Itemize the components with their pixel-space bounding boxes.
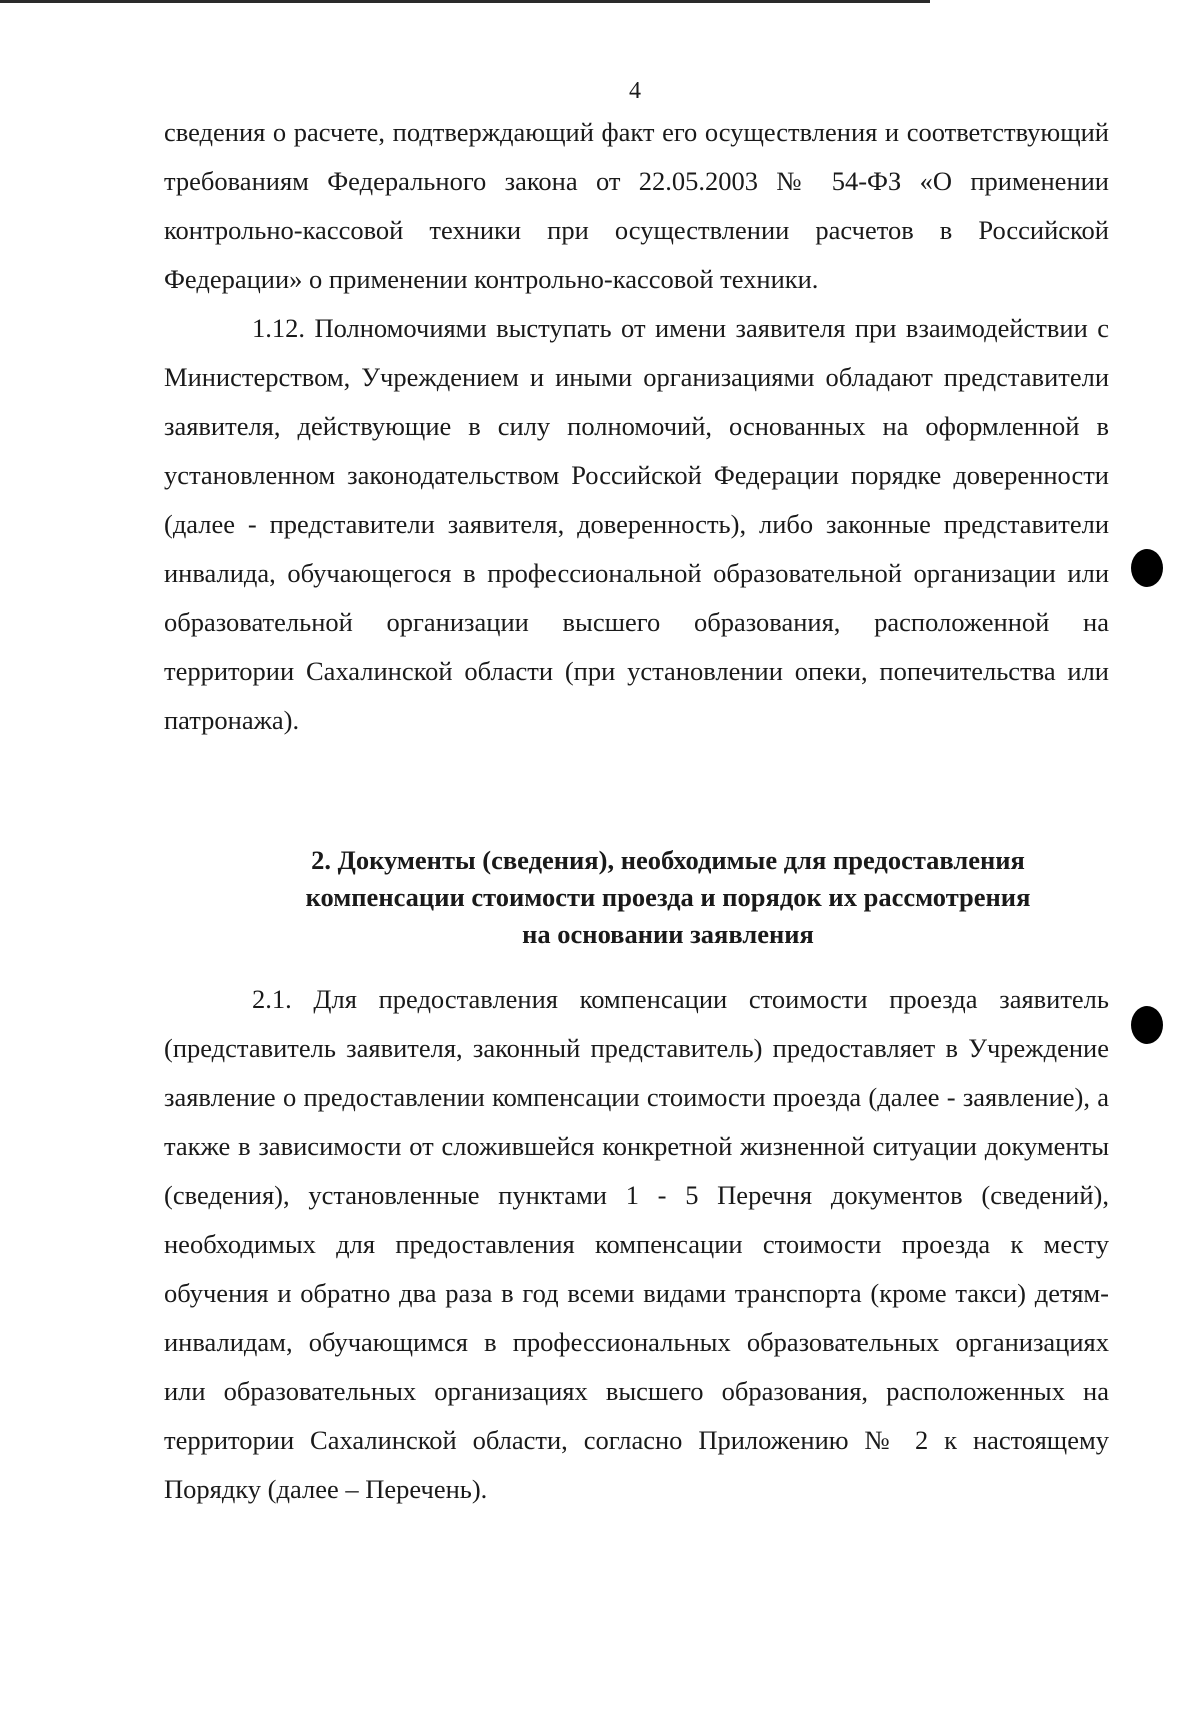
punch-hole-mark — [1131, 549, 1163, 587]
top-border-line — [0, 0, 930, 3]
section-heading-line: 2. Документы (сведения), необходимые для предоставления — [311, 845, 1025, 875]
section-heading-line: компенсации стоимости проезда и порядок их рассмотрения — [305, 882, 1031, 912]
paragraph-2-1: 2.1. Для предоставления компенсации стоимости проезда заявитель (представитель заявителя, законный представитель) предоставляет в Учреждение заявление о предоставлении компенсации стоимости проезда (далее - заявление), а также в зависимости от сложившейся конкретной жизненной ситуации документы (сведения), установленные пунктами 1 - 5 Перечня документов (сведений), необходимых для предоставления компенсации стоимости проезда к месту обучения и обратно два раза в год всеми видами транспорта (кроме такси) детям-инвалидам, обучающимся в профессиональных образовательных организациях или образовательных организациях высшего образования, расположенных на территории Сахалинской области, согласно Приложению № 2 к настоящему Порядку (далее – Перечень). — [164, 984, 1109, 1504]
section-heading — [164, 842, 1172, 953]
text-block-1 — [164, 108, 1109, 745]
punch-hole-mark — [1131, 1006, 1163, 1044]
paragraph-1-12: 1.12. Полномочиями выступать от имени заявителя при взаимодействии с Министерством, Учреждением и иными организациями обладают представители заявителя, действующие в силу полномочий, основанных на оформленной в установленном законодательством Российской Федерации порядке доверенности (далее - представители заявителя, доверенность), либо законные представители инвалида, обучающегося в профессиональной образовательной организации или образовательной организации высшего образования, расположенной на территории Сахалинской области (при установлении опеки, попечительства или патронажа). — [164, 313, 1109, 735]
paragraph-continuation: сведения о расчете, подтверждающий факт его осуществления и соответствующий требованиям Федерального закона от 22.05.2003 № 54-ФЗ «О применении контрольно-кассовой техники при осуществлении расчетов в Российской Федерации» о применении контрольно-кассовой техники. — [164, 117, 1109, 294]
section-heading-line: на основании заявления — [522, 919, 814, 949]
text-block-2 — [164, 975, 1109, 1514]
page-number: 4 — [629, 78, 641, 104]
